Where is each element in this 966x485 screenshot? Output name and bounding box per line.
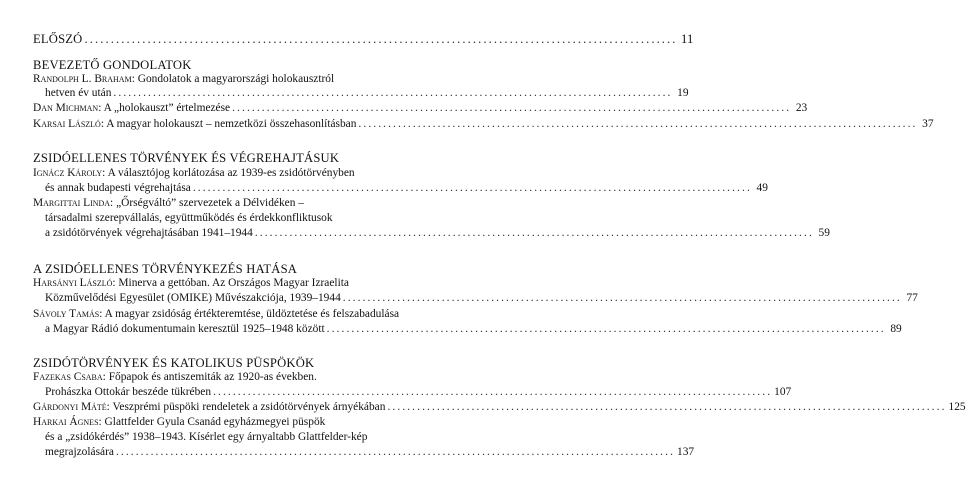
section-heading: BEVEZETŐ GONDOLATOK [33,58,192,72]
page-number: 107 [774,386,792,398]
dot-leader: ................................................................................................................. [84,32,678,46]
dot-leader: ................................................................................................................. [254,227,814,239]
page-number: 23 [795,102,808,114]
entry-title: Minerva a gettóban. Az Országos Magyar Izraelita [118,277,349,289]
entry-author: Ignácz Károly: [33,167,106,179]
entry-author: Karsai László: [33,118,104,130]
entry-title: és annak budapesti végrehajtása [45,182,191,194]
toc-entry[interactable] [33,415,458,429]
entry-author: Fazekas Csaba: [33,371,106,383]
entry-author: Randolph L. Braham: [33,73,135,85]
page-number: 59 [818,227,830,239]
toc-entry-continuation [45,211,458,225]
section-heading: ZSIDÓELLENES TÖRVÉNYEK ÉS VÉGREHAJTÁSUK [33,151,340,165]
dot-leader: ................................................................................................................. [358,118,918,130]
entry-author: Margittai Linda: [33,197,114,209]
toc-entry[interactable] [33,276,458,290]
entry-author: Sávoly Tamás: [33,308,103,320]
section-heading: A ZSIDÓELLENES TÖRVÉNYKEZÉS HATÁSA [33,262,298,276]
entry-title: A választójog korlátozása az 1939-es zsidótörvényben [107,167,355,179]
page-number: 37 [922,118,934,130]
toc-entry-continuation[interactable] [45,291,918,305]
page-number: 11 [681,32,694,46]
toc-entry-foreword[interactable] [33,32,694,46]
entry-title: „Őrségváltó” szervezetek a Délvidéken – [116,197,304,209]
page-number: 89 [890,323,902,335]
entry-title: Veszprémi püspöki rendeletek a zsidótörvények árnyékában [112,401,386,413]
dot-leader: ................................................................................................................. [115,446,676,458]
toc-entry[interactable] [33,101,808,115]
toc-entry-continuation [45,430,458,444]
toc-entry[interactable] [33,166,458,180]
entry-author: Harsányi László: [33,277,116,289]
entry-author: Harkai Ágnes: [33,416,102,428]
toc-entry-continuation[interactable] [45,322,902,336]
toc-entry[interactable] [33,307,458,321]
entry-title: hetven év után [45,87,112,99]
toc-entry-continuation[interactable] [45,181,768,195]
toc-entry[interactable] [33,117,934,131]
toc-entry[interactable] [33,72,458,86]
entry-title: Prohászka Ottokár beszéde tükrében [45,386,212,398]
dot-leader: ................................................................................................................. [192,182,752,194]
entry-author: Dan Michman: [33,102,102,114]
dot-leader: ................................................................................................................. [342,292,902,304]
toc-entry[interactable] [33,370,458,384]
entry-title: és a „zsidókérdés” 1938–1943. Kísérlet egy árnyaltabb Glattfelder-kép [45,431,368,443]
section-heading: ZSIDÓTÖRVÉNYEK ÉS KATOLIKUS PÜSPÖKÖK [33,356,315,370]
entry-title: Főpapok és antiszemiták az 1920-as években. [108,371,317,383]
entry-title: A magyar holokauszt – nemzetközi összehasonlításban [106,118,357,130]
page-number: 137 [677,446,695,458]
toc-entry[interactable] [33,196,458,210]
entry-title: Glattfelder Gyula Csanád egyházmegyei püspök [104,416,326,428]
dot-leader: ................................................................................................................. [232,102,792,114]
foreword-title: ELŐSZÓ [33,32,83,46]
dot-leader: ................................................................................................................. [213,386,773,398]
entry-title: A magyar zsidóság értékteremtése, üldöztetése és felszabadulása [104,308,400,320]
entry-title: Közművelődési Egyesület (OMIKE) Művészakciója, 1939–1944 [45,292,341,304]
dot-leader: ................................................................................................................. [326,323,886,335]
entry-title: társadalmi szerepvállalás, együttműködés és érdekkonfliktusok [45,212,333,224]
entry-title: Gondolatok a magyarországi holokausztról [137,73,335,85]
toc-entry-continuation[interactable] [45,445,695,459]
page-number: 77 [906,292,918,304]
dot-leader: ................................................................................................................. [387,401,947,413]
toc-entry[interactable] [33,400,966,414]
page-number: 49 [756,182,768,194]
toc-entry-continuation[interactable] [45,86,689,100]
page-number: 125 [948,401,966,413]
toc-entry-continuation[interactable] [45,385,792,399]
toc-entry-continuation[interactable] [45,226,830,240]
entry-title: megrajzolására [45,446,114,458]
dot-leader: ................................................................................................................. [113,87,673,99]
entry-title: a zsidótörvények végrehajtásában 1941–1944 [45,227,253,239]
entry-author: Gárdonyi Máté: [33,401,110,413]
entry-title: A „holokauszt” értelmezése [103,102,231,114]
entry-title: a Magyar Rádió dokumentumain keresztül 1925–1948 között [45,323,325,335]
page-number: 19 [677,87,689,99]
